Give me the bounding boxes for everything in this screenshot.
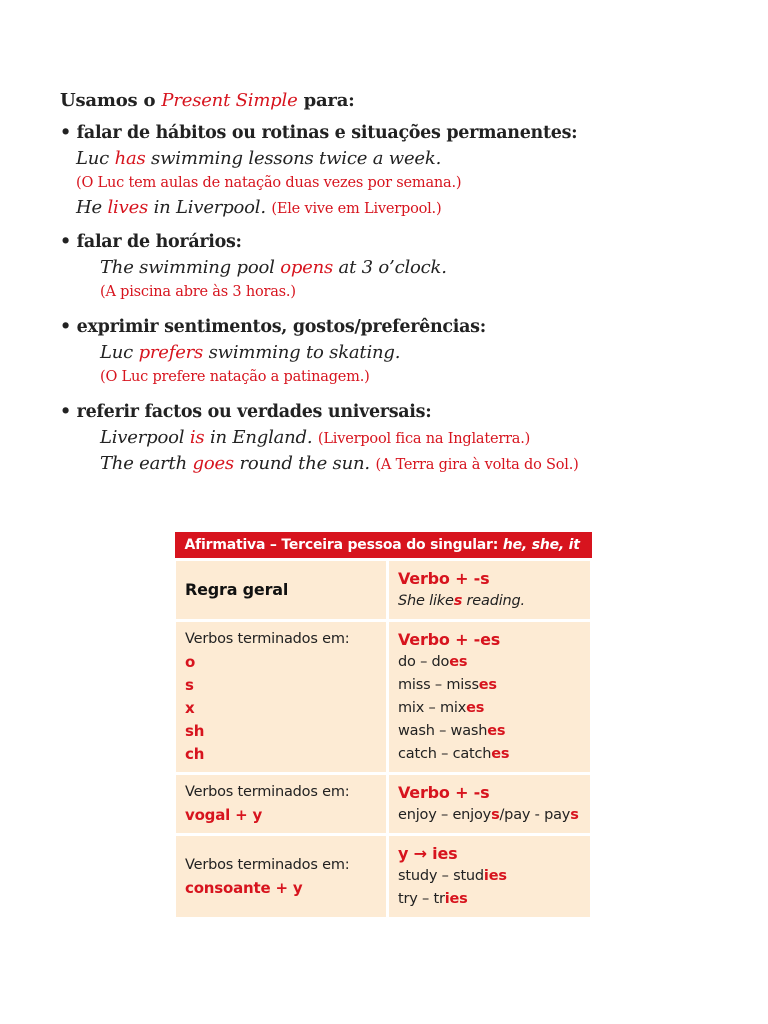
example-sentence — [60, 340, 700, 365]
example-suffix: s — [570, 807, 579, 823]
example-cell — [388, 560, 592, 621]
section-schedules — [60, 229, 700, 304]
translation: (A piscina abre às 3 horas.) — [100, 284, 296, 300]
example-cell — [388, 621, 592, 774]
table-header — [175, 532, 592, 560]
general-rule-label: Regra geral — [185, 579, 289, 599]
translation: (A Terra gira à volta do Sol.) — [375, 457, 579, 473]
example-line — [398, 865, 581, 888]
section-feelings — [60, 314, 700, 389]
table-row — [175, 774, 592, 835]
example-text: She like — [398, 593, 454, 609]
example-suffix: es — [449, 654, 468, 670]
endings-label: Verbos terminados em: — [185, 631, 350, 647]
example-line — [398, 743, 581, 766]
rule-formula: Verbo + -s — [398, 783, 490, 802]
example-line — [398, 697, 581, 720]
example-line — [398, 651, 581, 674]
table-row — [175, 560, 592, 621]
translation: (Liverpool fica na Inglaterra.) — [317, 431, 531, 447]
table-row — [175, 621, 592, 774]
example-sentence — [60, 195, 700, 221]
example-text: The swimming pool — [100, 257, 281, 278]
example-text: mix – mix — [398, 700, 467, 716]
example-text: reading. — [462, 593, 525, 609]
ending-item: ch — [185, 745, 205, 763]
example-suffix: s — [453, 593, 463, 609]
header-text: Afirmativa – Terceira pessoa do singular: — [184, 537, 503, 553]
endings-label: Verbos terminados em: — [185, 784, 350, 800]
intro-suffix: para: — [297, 90, 355, 111]
section-facts — [60, 399, 700, 477]
example-text: do – do — [398, 654, 450, 670]
intro-prefix: Usamos o — [60, 90, 162, 111]
table-header-row — [175, 532, 592, 560]
example-text: The earth — [100, 453, 193, 474]
example-cell — [388, 774, 592, 835]
grammar-notes — [60, 86, 700, 477]
rule-cell — [175, 835, 388, 919]
example-text: in Liverpool. — [148, 197, 272, 218]
example-text: wash – wash — [398, 723, 488, 739]
example-line — [398, 888, 581, 911]
translation: (O Luc prefere natação a patinagem.) — [100, 369, 370, 385]
example-text: in England. — [204, 427, 318, 448]
header-pronouns: he, she, it — [502, 537, 580, 553]
example-verb: lives — [107, 197, 149, 218]
example-text: /pay - pay — [499, 807, 571, 823]
example-text: round the sun. — [233, 453, 376, 474]
rule-cell — [175, 774, 388, 835]
bullet-heading: • falar de hábitos ou rotinas e situações permanentes: — [60, 123, 578, 143]
rule-formula: y → ies — [398, 844, 458, 863]
example-verb: opens — [280, 257, 334, 278]
table-row — [175, 835, 592, 919]
example-text: catch – catch — [398, 746, 492, 762]
third-person-rules-table — [173, 532, 593, 920]
ending-item: o — [185, 653, 196, 671]
ending-item: sh — [185, 722, 205, 740]
example-verb: has — [114, 148, 146, 169]
example-verb: is — [189, 427, 205, 448]
rule-formula: Verbo + -s — [398, 569, 490, 588]
example-sentence — [60, 451, 700, 477]
example-text: swimming to skating. — [203, 342, 401, 363]
bullet-heading: • referir factos ou verdades universais: — [60, 402, 432, 422]
intro-heading — [60, 86, 700, 116]
example-line — [398, 720, 581, 743]
example-suffix: s — [491, 807, 500, 823]
example-suffix: es — [491, 746, 510, 762]
example-text: try – tr — [398, 891, 445, 907]
example-sentence — [60, 146, 700, 171]
section-habits — [60, 120, 700, 221]
example-suffix: ies — [483, 868, 507, 884]
ending-item: vogal + y — [185, 806, 263, 824]
example-line — [398, 590, 581, 613]
rule-formula: Verbo + -es — [398, 630, 501, 649]
example-suffix: es — [466, 700, 485, 716]
example-suffix: es — [478, 677, 497, 693]
example-text: Luc — [76, 148, 115, 169]
example-text: He — [76, 197, 108, 218]
example-sentence — [60, 255, 700, 280]
example-verb: prefers — [138, 342, 204, 363]
translation: (O Luc tem aulas de natação duas vezes por semana.) — [76, 175, 462, 191]
example-suffix: ies — [444, 891, 468, 907]
example-text: swimming lessons twice a week. — [145, 148, 442, 169]
example-sentence — [60, 425, 700, 451]
ending-item: x — [185, 699, 195, 717]
example-text: study – stud — [398, 868, 484, 884]
example-text: miss – miss — [398, 677, 479, 693]
ending-item: s — [185, 676, 194, 694]
rule-cell — [175, 621, 388, 774]
bullet-heading: • exprimir sentimentos, gostos/preferências: — [60, 317, 486, 337]
endings-label: Verbos terminados em: — [185, 856, 350, 873]
ending-item: consoante + y — [185, 878, 303, 897]
example-text: Liverpool — [100, 427, 190, 448]
bullet-heading: • falar de horários: — [60, 232, 242, 252]
intro-term: Present Simple — [161, 90, 298, 111]
example-text: enjoy – enjoy — [398, 807, 492, 823]
example-text: Luc — [100, 342, 139, 363]
example-text: at 3 o’clock. — [333, 257, 447, 278]
example-suffix: es — [487, 723, 506, 739]
rule-cell — [175, 560, 388, 621]
example-verb: goes — [192, 453, 234, 474]
translation: (Ele vive em Liverpool.) — [271, 201, 442, 217]
example-cell — [388, 835, 592, 919]
example-line — [398, 674, 581, 697]
example-line — [398, 804, 581, 827]
